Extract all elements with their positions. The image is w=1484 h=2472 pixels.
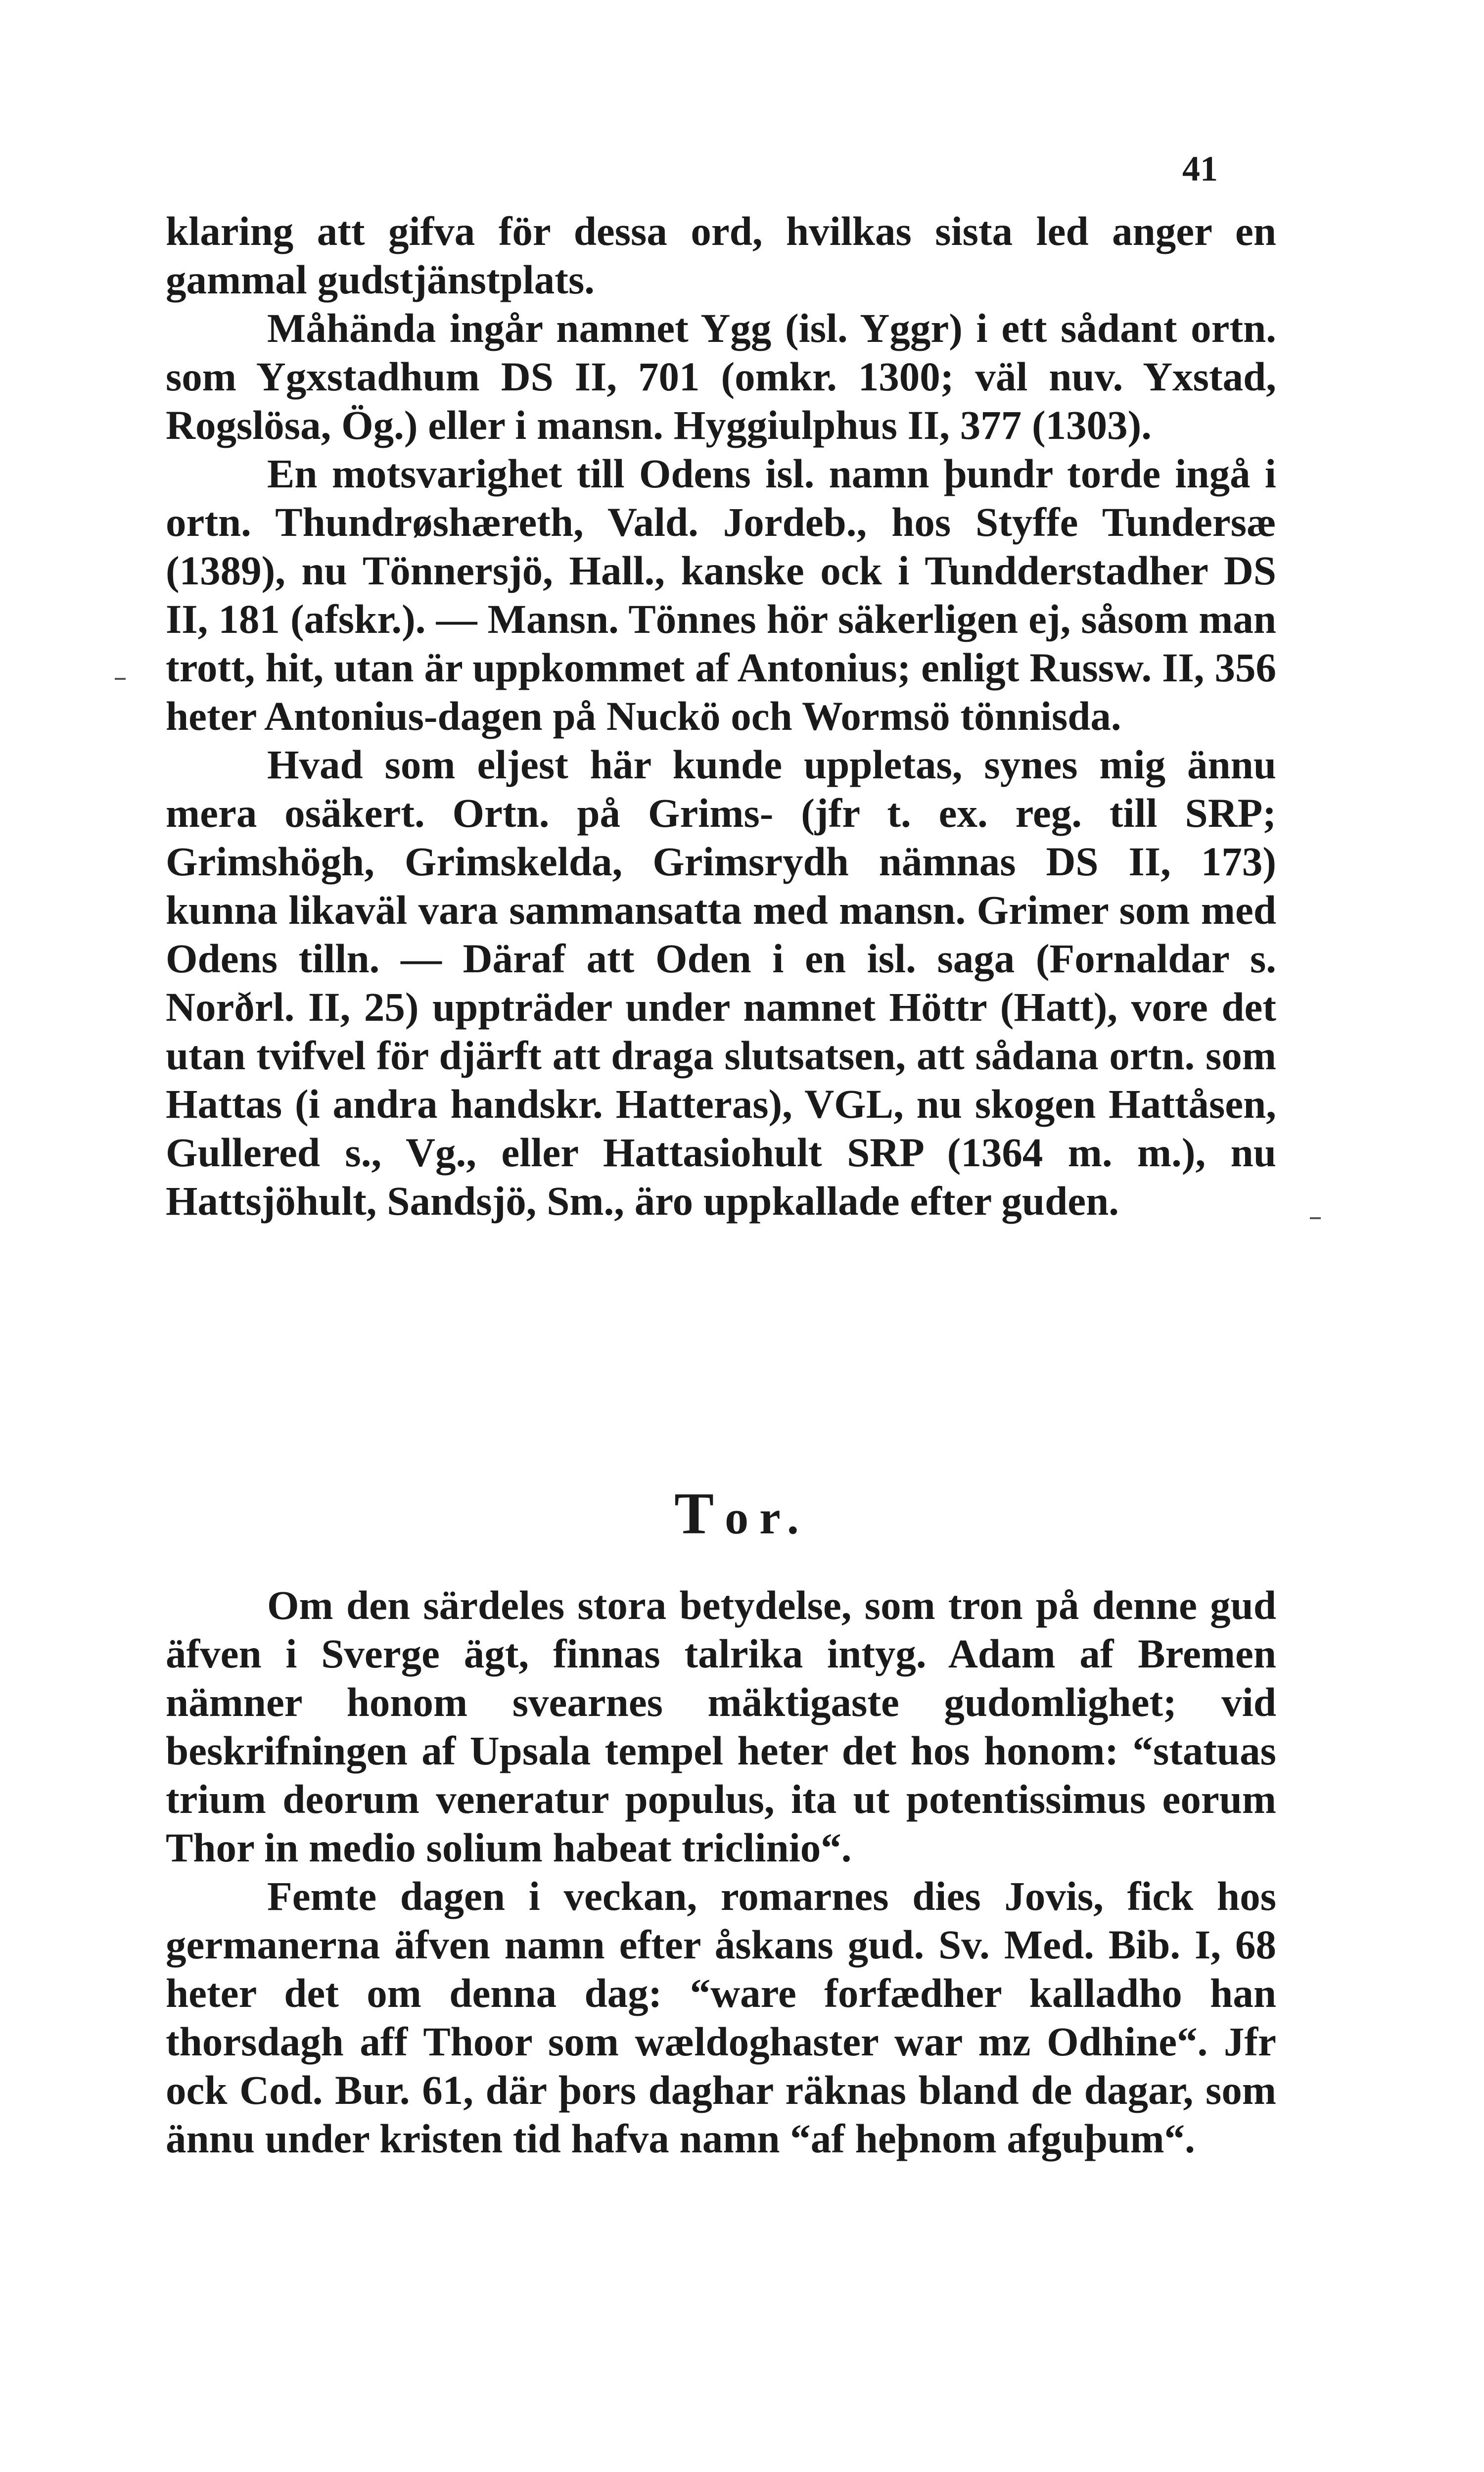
paragraph: Femte dagen i veckan, romarnes dies Jovis, fick hos germanerna äfven namn efter åskans gud. Sv. Med. Bib. I, 68 heter det om denna dag: “ware forfædher kalladho han thorsdagh aff Thoor som wældoghaster war mz Odhine“. Jfr ock Cod. Bur. 61, där þors daghar räknas bland de dagar, som ännu under kristen tid hafva namn “af heþnom afguþum“. — [166, 1873, 1276, 2161]
paragraph: Om den särdeles stora betydelse, som tron på denne gud äfven i Sverge ägt, finnas talrika intyg. Adam af Bremen nämner honom svearnes mäktigaste gudomlighet; vid beskrifningen af Upsala tempel heter det hos honom: “statuas trium deorum veneratur populus, ita ut potentissimus eorum Thor in medio solium habeat triclinio“. — [166, 1582, 1276, 1870]
section-heading — [0, 1479, 1484, 1548]
paragraph: En motsvarighet till Odens isl. namn þundr torde ingå i ortn. Thundrøshæreth, Vald. Jordeb., hos Styffe Tundersæ (1389), nu Tönnersjö, Hall., kanske ock i Tundderstadher DS II, 181 (afskr.). — Mansn. Tönnes hör säkerligen ej, såsom man trott, hit, utan är uppkommet af Antonius; enligt Russw. II, 356 heter Antonius-dagen på Nuckö och Wormsö tönnisda. — [166, 451, 1276, 739]
paragraph: Hvad som eljest här kunde uppletas, synes mig ännu mera osäkert. Ortn. på Grims- (jfr t. ex. reg. till SRP; Grimshögh, Grimskelda, Grimsrydh nämnas DS II, 173) kunna likaväl vara sammansatta med mansn. Grimer som med Odens tilln. — Däraf att Oden i en isl. saga (Fornaldar s. Norðrl. II, 25) uppträder under namnet Höttr (Hatt), vore det utan tvifvel för djärft att draga slutsatsen, att sådana ortn. som Hattas (i andra handskr. Hatteras), VGL, nu skogen Hattåsen, Gullered s., Vg., eller Hattasiohult SRP (1364 m. m.), nu Hattsjöhult, Sandsjö, Sm., äro uppkallade efter guden. — [166, 742, 1276, 1224]
scan-mark — [115, 678, 126, 680]
text-block-bottom — [166, 1581, 1276, 2163]
page-number: 41 — [1182, 149, 1218, 189]
text-block-top — [166, 207, 1276, 1225]
heading-rest: or. — [725, 1491, 810, 1544]
paragraph: Måhända ingår namnet Ygg (isl. Yggr) i ett sådant ortn. som Ygxstadhum DS II, 701 (omkr. 1300; väl nuv. Yxstad, Rogslösa, Ög.) eller i mansn. Hyggiulphus II, 377 (1303). — [166, 305, 1276, 448]
heading-initial: T — [674, 1480, 725, 1546]
scan-mark — [1310, 1217, 1321, 1219]
paragraph: klaring att gifva för dessa ord, hvilkas sista led anger en gammal gudstjänstplats. — [166, 208, 1276, 302]
